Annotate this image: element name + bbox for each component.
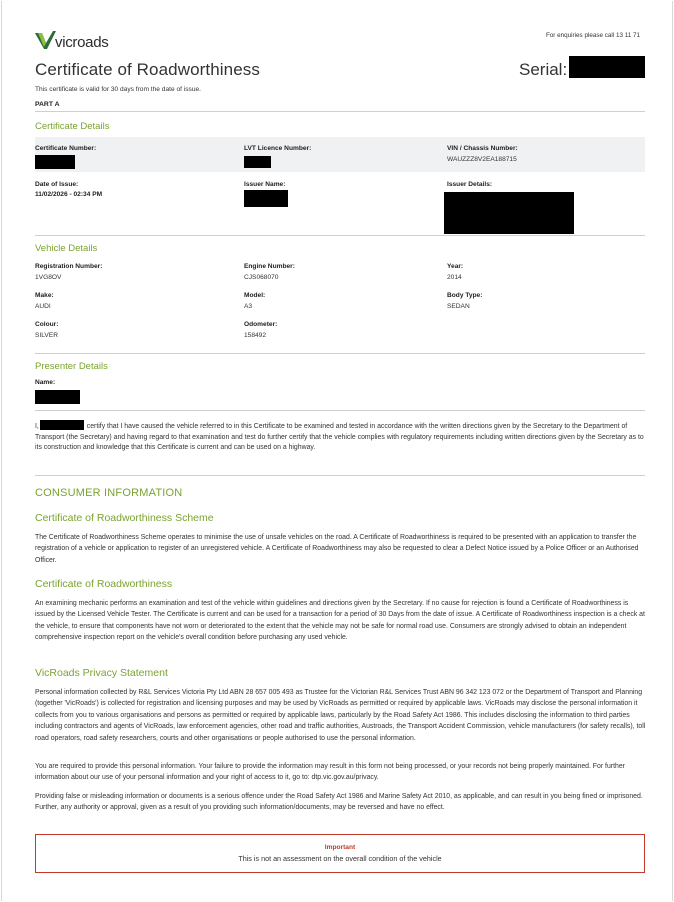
part-label: PART A <box>35 101 60 108</box>
vin-label: VIN / Chassis Number: <box>447 145 518 152</box>
issuer-details-redaction <box>444 192 574 234</box>
registration-value: 1VG8OV <box>35 274 62 281</box>
presenter-details-heading: Presenter Details <box>35 361 108 372</box>
issuer-details-label: Issuer Details: <box>447 181 493 188</box>
divider <box>35 353 645 354</box>
year-label: Year: <box>447 263 464 270</box>
consumer-information-heading: CONSUMER INFORMATION <box>35 487 183 499</box>
body-type-value: SEDAN <box>447 303 470 310</box>
date-of-issue-value: 11/02/2026 - 02:34 PM <box>35 191 103 198</box>
logo-text: vicroads <box>55 34 109 51</box>
date-of-issue-label: Date of Issue: <box>35 181 79 188</box>
engine-label: Engine Number: <box>244 263 295 270</box>
model-label: Model: <box>244 292 266 299</box>
make-label: Make: <box>35 292 54 299</box>
divider <box>35 235 645 236</box>
important-title: Important <box>324 844 356 851</box>
cert-roadworthiness-paragraph: An examining mechanic performs an examination and test of the vehicle within guidelines and directions given by the Secretary. If no cause for rejection is found a Certificate of Roadworthiness is issued by the Licensed Vehicle Tester. The Certificate is current and can be used for a transaction for a period of 30 Days from the date of issue. A Certificate of Roadworthiness inspection is a check at the vehicle, to ensure that components have not worn or deteriorated to the extent that the vehicle may not be safe for normal road use. Consumers are strongly advised to obtain an independent comprehensive inspection report on the vehicle's overall condition before purchasing any used vehicle. <box>35 600 645 642</box>
page-title: Certificate of Roadworthiness <box>35 60 260 79</box>
issuer-name-redaction <box>244 190 288 207</box>
important-text: This is not an assessment on the overall condition of the vehicle <box>238 854 442 863</box>
presenter-name-label: Name: <box>35 379 56 386</box>
engine-value: CJS068070 <box>244 274 279 281</box>
privacy-heading: VicRoads Privacy Statement <box>35 667 168 679</box>
divider <box>35 111 645 112</box>
certificate-page <box>1 1 673 901</box>
lvt-licence-label: LVT Licence Number: <box>244 145 312 152</box>
presenter-name-redaction <box>35 390 80 404</box>
privacy-paragraph-1: Personal information collected by R&L Services Victoria Pty Ltd ABN 28 657 005 493 as Trustee for the Victorian R&L Services Trust ABN 96 342 123 072 or the Department of Transport and Planning (together 'VicRoads') is collected for registration and licensing purposes and may be used by VicRoads as permitted or required by applicable laws. VicRoads may disclose the personal information it collects from you to various organisations and persons as permitted or required by applicable laws, particularly by the Road Safety Act 1986. This includes disclosing the information to third parties including contractors and agents of VicRoads, law enforcement agencies, other road and traffic authorities, Austroads, the Transport Accident Commission, vehicle manufacturers (for safety recalls), toll road operators, road safety researchers, courts and other organisations or people authorised to use the personal information. <box>35 689 646 742</box>
important-notice-box <box>35 834 645 873</box>
registration-label: Registration Number: <box>35 263 103 270</box>
validity-note: This certificate is valid for 30 days from the date of issue. <box>35 86 202 93</box>
certificate-number-redaction <box>35 155 75 169</box>
odometer-label: Odometer: <box>244 321 278 328</box>
model-value: A3 <box>244 303 253 310</box>
vicroads-logo-icon <box>35 30 57 50</box>
lvt-licence-redaction <box>244 156 271 168</box>
colour-value: SILVER <box>35 332 58 339</box>
certificate-details-band <box>35 137 645 172</box>
divider <box>35 475 645 476</box>
scheme-paragraph: The Certificate of Roadworthiness Scheme operates to minimise the use of unsafe vehicles on the road. A Certificate of Roadworthiness is required to be presented with an application to transfer the registration of a vehicle or application to register of an unregistered vehicle. A Certificate of Roadworthiness may also be requested to clear a Defect Notice issued by a Police Officer or an Authorised Officer. <box>35 534 639 564</box>
scheme-heading: Certificate of Roadworthiness Scheme <box>35 512 214 524</box>
divider <box>35 410 645 411</box>
body-type-label: Body Type: <box>447 292 483 299</box>
vehicle-details-heading: Vehicle Details <box>35 243 98 254</box>
declaration-prefix: I, <box>35 423 39 430</box>
issuer-name-label: Issuer Name: <box>244 181 286 188</box>
privacy-paragraph-3: Providing false or misleading information or documents is a serious offence under the Road Safety Act 1986 and Marine Safety Act 2010, as applicable, and can result in you being fined or imprisoned. Further, any authority or approval, given as a result of you providing such information/documents, may be reversed and have no effect. <box>35 793 643 812</box>
enquiries-text: For enquiries please call 13 11 71 <box>545 32 640 39</box>
declaration-text <box>35 420 647 454</box>
colour-label: Colour: <box>35 321 59 328</box>
serial-redaction <box>569 56 645 78</box>
serial-label: Serial: <box>519 60 568 79</box>
vin-value: WAUZZZ8V2EA188715 <box>447 156 517 163</box>
year-value: 2014 <box>447 274 462 281</box>
certificate-number-label: Certificate Number: <box>35 145 97 152</box>
cert-roadworthiness-heading: Certificate of Roadworthiness <box>35 578 173 590</box>
make-value: AUDI <box>35 303 51 310</box>
privacy-paragraph-2: You are required to provide this personal information. Your failure to provide the information may result in this form not being processed, or your records not being properly maintained. For further information about our use of your personal information and your right of access to it, go to: dtp.vic.gov.au/privacy. <box>35 763 625 782</box>
odometer-value: 158492 <box>244 332 267 339</box>
certificate-details-heading: Certificate Details <box>35 121 110 132</box>
declaration-body: certify that I have caused the vehicle referred to in this Certificate to be examined and tested in accordance with the written directions given by the Secretary to the Department of Transport (the Secretary) and having regard to that examination and test do further certify that the vehicle complies with regulatory requirements including written directions given by the Secretary as to its construction and knowledge that this Certificate is current and can be used on a highway. <box>35 423 644 451</box>
declarant-name-redaction <box>40 420 84 430</box>
